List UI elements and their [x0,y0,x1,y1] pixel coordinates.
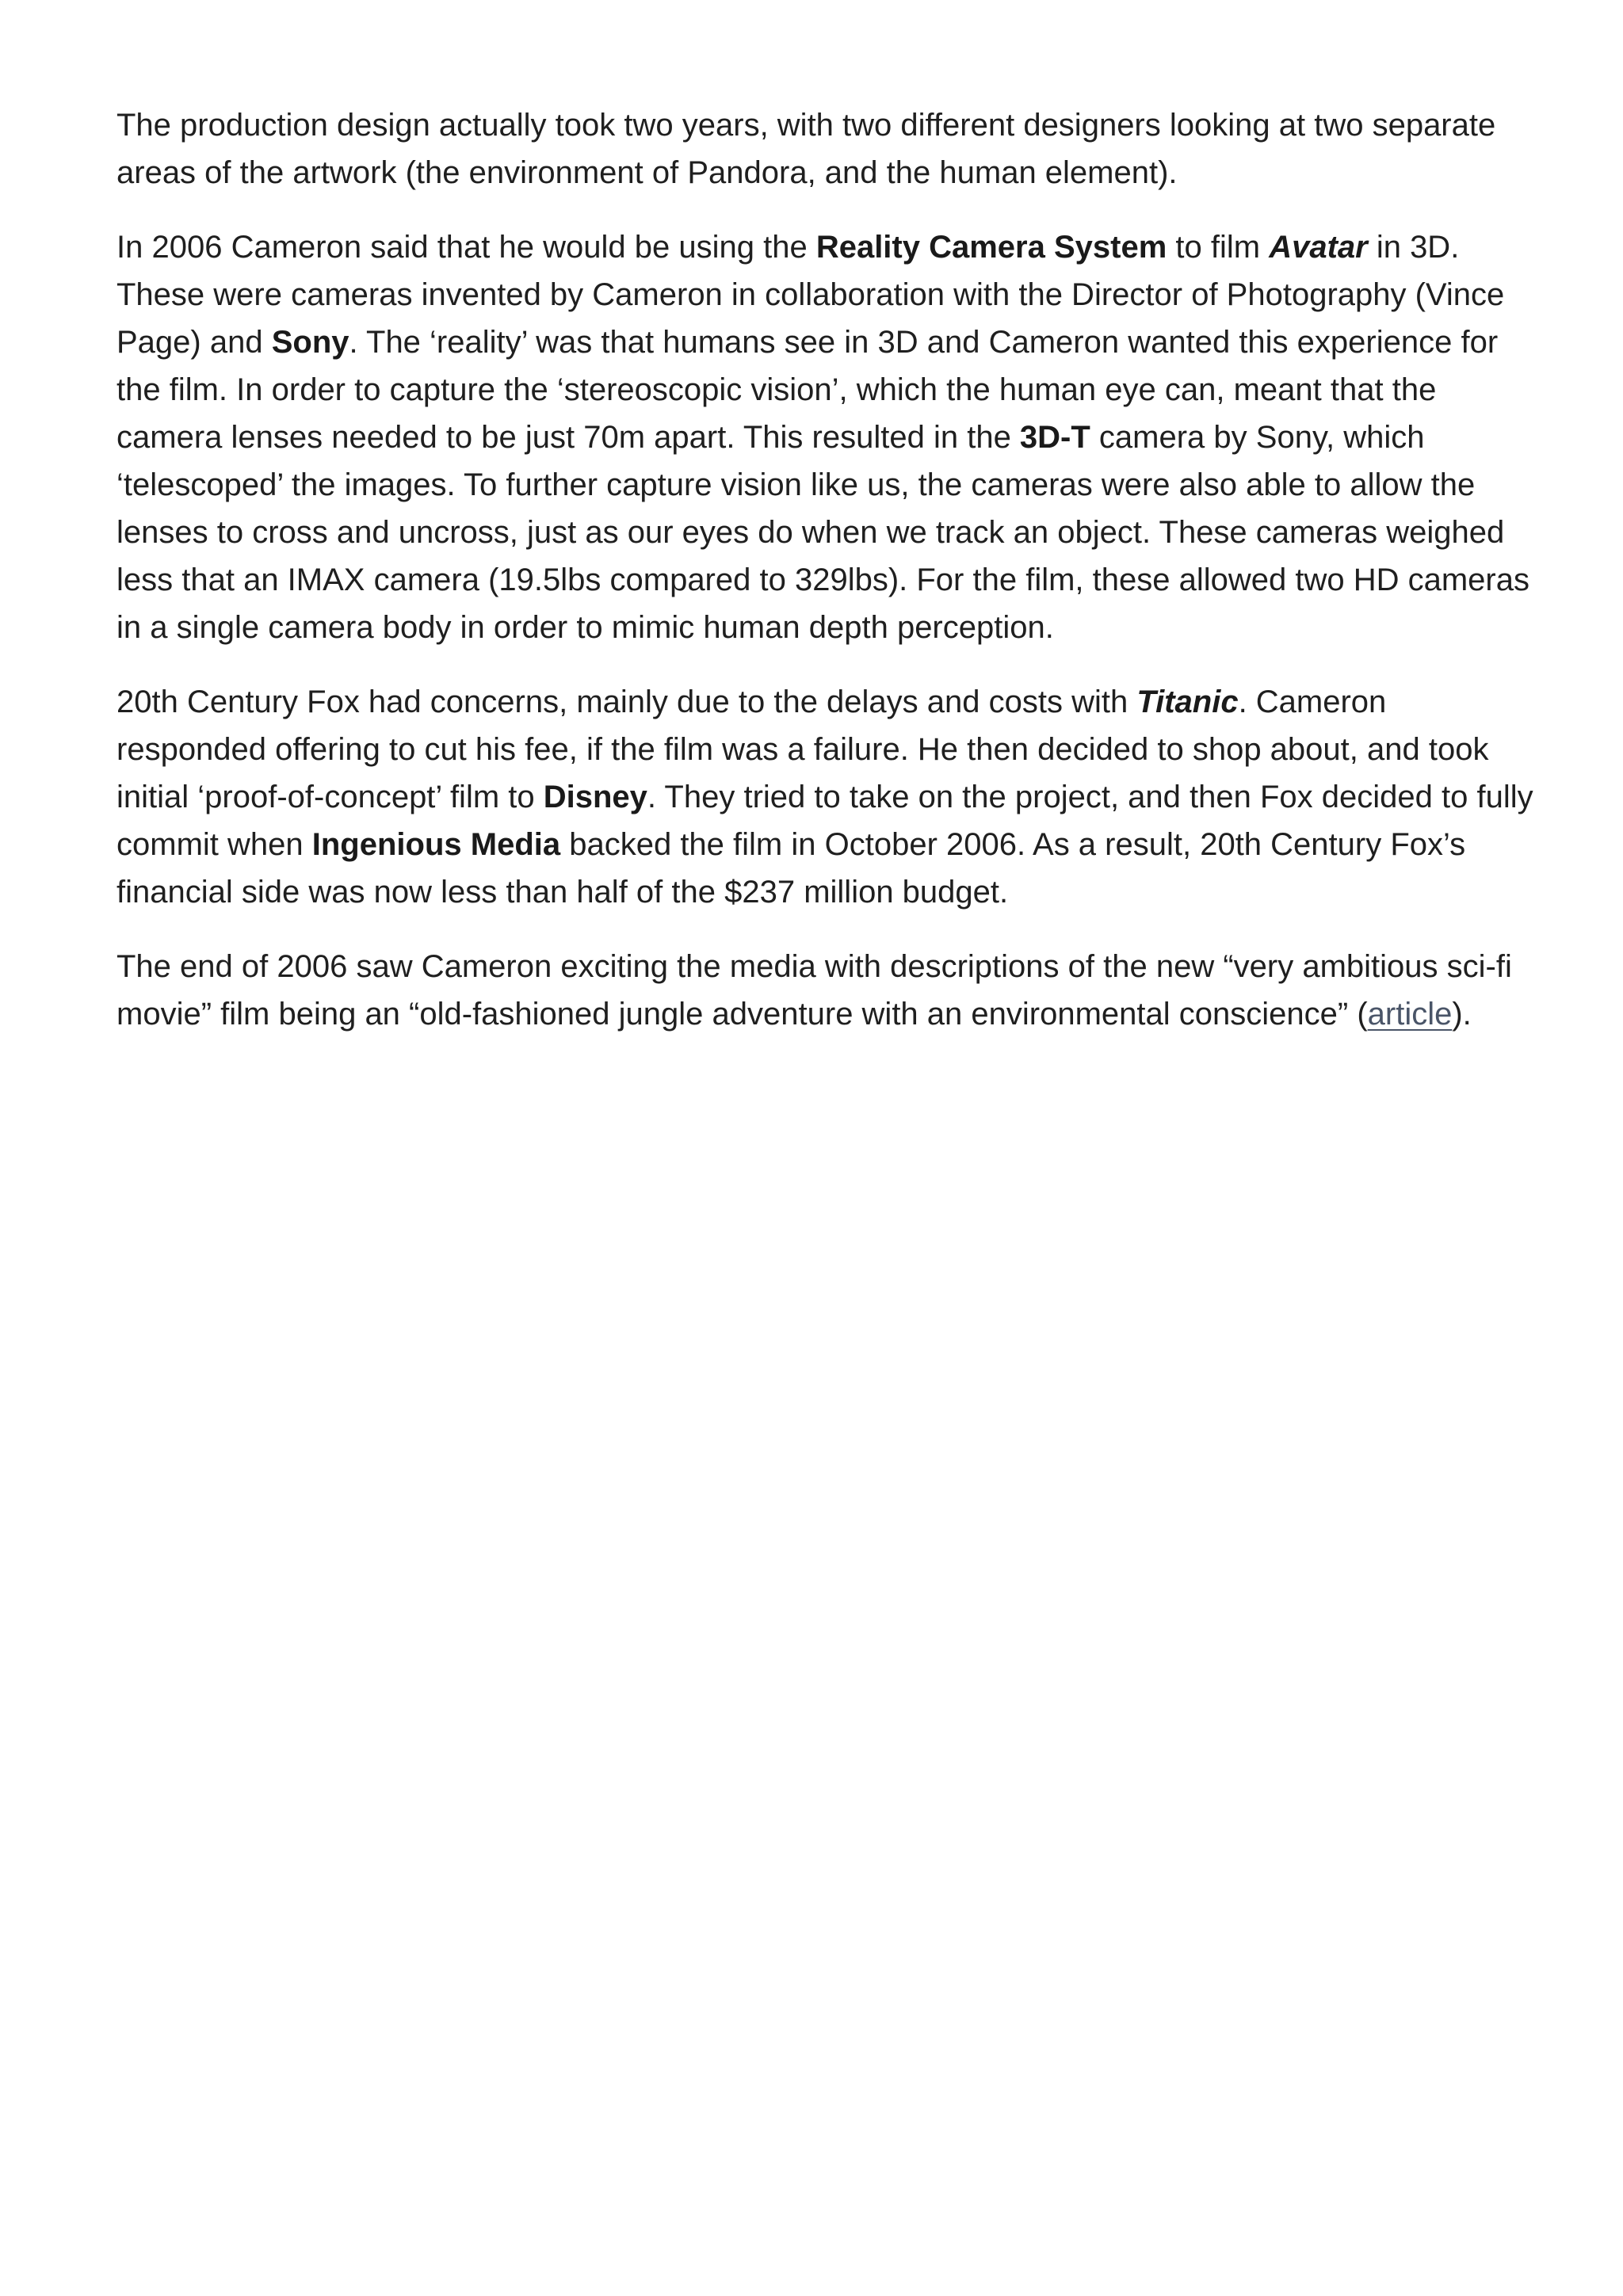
paragraph-text: . The ‘reality’ was that humans see in 3D and Cameron wanted this experience for the film. In order to capture the ‘stereoscopic vision’, which the human eye can, meant that the camera lenses needed to be just 70m apart. This resulted in the [116,325,1499,455]
paragraph-text: The production design actually took two years, with two different designers looking at two separate areas of the artwork (the environment of Pandora, and the human element). [116,108,1496,190]
paragraph-end-of-2006 [116,943,1543,1038]
article-link[interactable]: article [1367,997,1453,1032]
bold-term-ingenious-media: Ingenious Media [311,827,561,862]
paragraph-text: backed the film in October 2006. As a result, 20th Century Fox’s financial side was now less than half of the $237 million budget. [116,827,1466,910]
bold-term-disney: Disney [543,780,647,814]
bold-term-reality-camera-system: Reality Camera System [815,230,1167,265]
paragraph-text: In 2006 Cameron said that he would be using the [116,230,816,265]
article-body [116,101,1543,1065]
film-title-titanic: Titanic [1136,685,1239,719]
paragraph-fox-concerns [116,678,1543,916]
paragraph-text: to film [1167,230,1270,265]
paragraph-text: 20th Century Fox had concerns, mainly due to the delays and costs with [116,685,1137,719]
film-title-avatar: Avatar [1269,230,1368,265]
paragraph-text: . They tried to take on the project, and then Fox decided to fully commit when [116,780,1533,862]
paragraph-text: The end of 2006 saw Cameron exciting the media with descriptions of the new “very ambitious sci-fi movie” film being an “old-fashioned jungle adventure with an environmental conscience” ( [116,949,1512,1032]
bold-term-3d-t: 3D-T [1019,420,1090,455]
paragraph-text: ). [1452,997,1472,1032]
bold-term-sony: Sony [271,325,349,360]
paragraph-production-design [116,101,1543,196]
paragraph-text: in 3D. These were cameras invented by Cameron in collaboration with the Director of Photography (Vince Page) and [116,230,1505,360]
paragraph-text: . Cameron responded offering to cut his fee, if the film was a failure. He then decided to shop about, and took initial ‘proof-of-concept’ film to [116,685,1489,814]
paragraph-text: camera by Sony, which ‘telescoped’ the images. To further capture vision like us, the cameras were also able to allow the lenses to cross and uncross, just as our eyes do when we track an object. These cameras weighed less that an IMAX camera (19.5lbs compared to 329lbs). For the film, these allowed two HD cameras in a single camera body in order to mimic human depth perception. [116,420,1529,645]
paragraph-reality-camera [116,223,1543,651]
